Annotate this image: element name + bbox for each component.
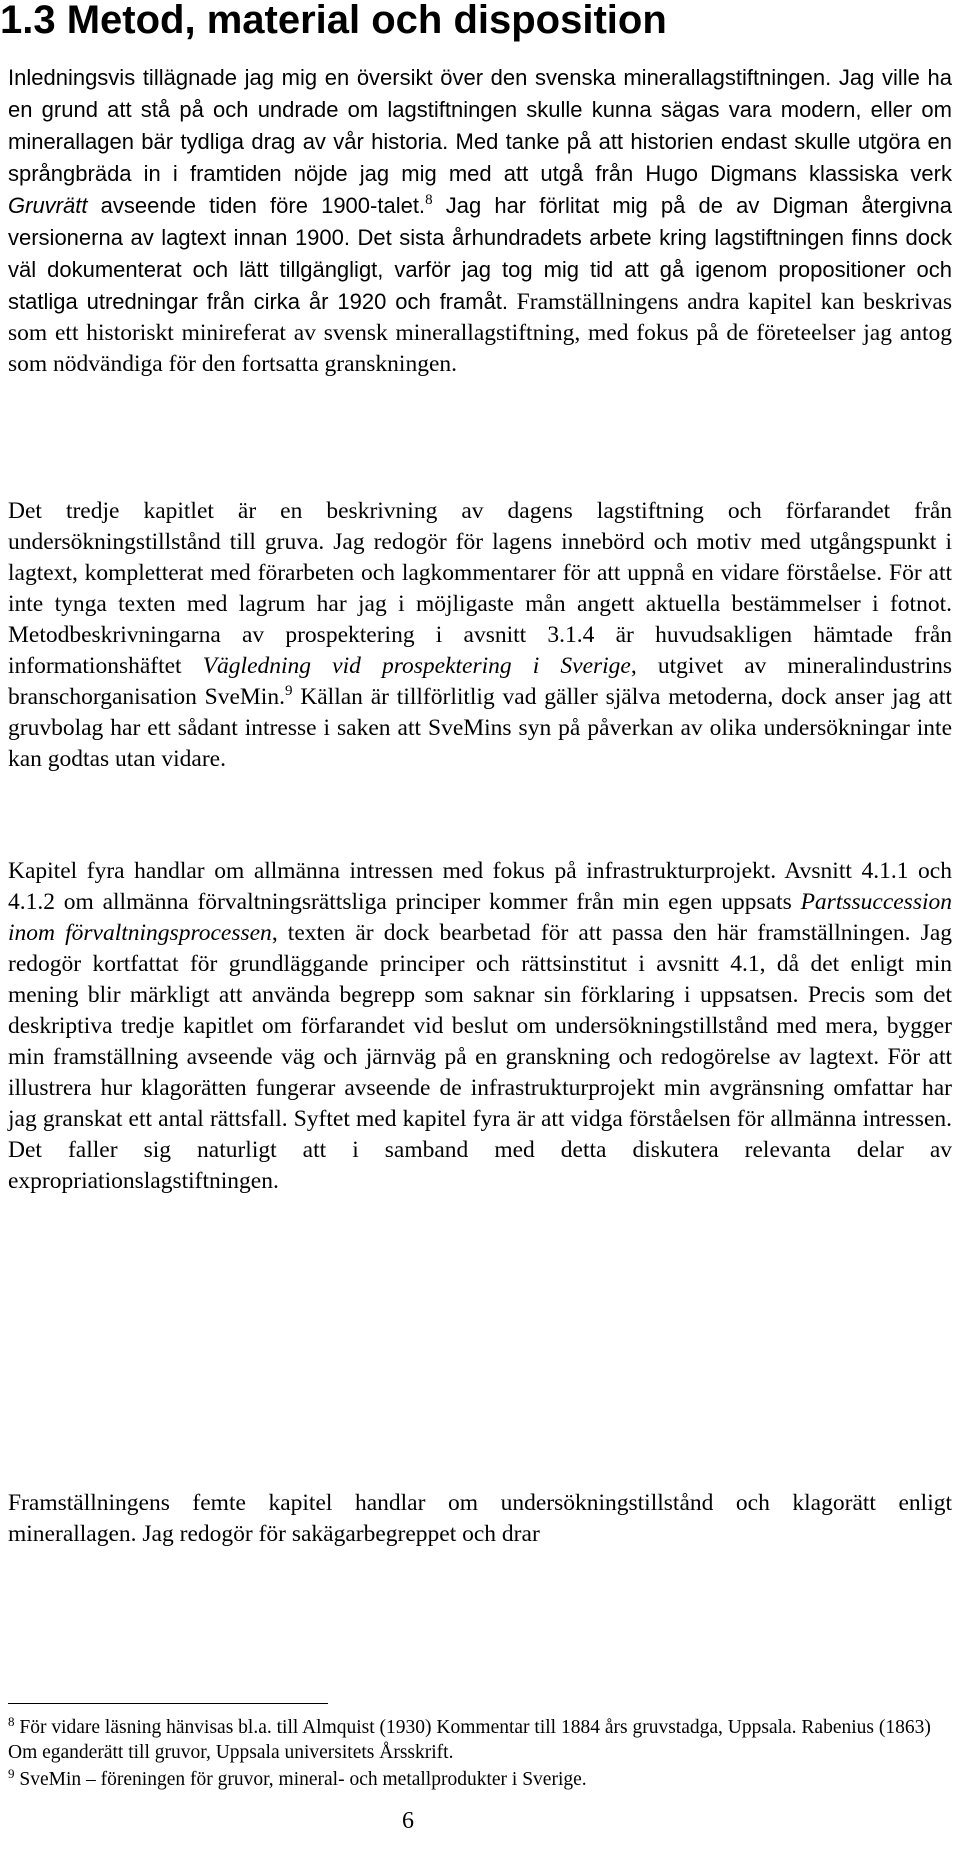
book-title-vagledning: Vägledning vid prospektering i Sverige	[202, 653, 631, 679]
book-title-gruvratt: Gruvrätt	[8, 193, 88, 218]
footnote-separator	[8, 1703, 328, 1704]
footnote-8-text: För vidare läsning hänvisas bl.a. till Almquist (1930) Kommentar till 1884 års gruvstadga, Uppsala. Rabenius (1863) Om eganderätt till gruvor, Uppsala universitets Årsskrift.	[8, 1717, 931, 1763]
footnote-8-number: 8	[8, 1714, 15, 1729]
paragraph-method	[8, 62, 952, 380]
paragraph-chapter-five-text-1: Framställningens femte kapitel handlar om undersökningstillstånd och klagorätt enligt minerallagen. Jag redogör för sakägarbegreppet och drar	[8, 1490, 952, 1547]
paragraph-chapter-three-text-1: Det tredje kapitlet är en beskrivning av dagens lagstiftning och förfarandet från undersökningstillstånd till gruva. Jag redogör för lagens innebörd och motiv med utgångspunkt i lagtext, kompletterat med förarbeten och lagkommentarer för att uppnå en vidare förståelse. För att inte tynga texten med lagrum har jag i möjligaste mån angett aktuella bestämmelser i fotnot. Metodbeskrivningarna av prospektering i avsnitt 3.1.4 är huvudsakligen hämtade från informationshäftet	[8, 498, 952, 679]
paragraph-chapter-three-text-3: Källan är tillförlitlig vad gäller själva metoderna, dock anser jag att gruvbolag har ett sådant intresse i saken att SveMins syn på påverkan av olika undersökningar inte kan godtas utan vidare.	[8, 684, 952, 772]
footnote-9-number: 9	[8, 1766, 15, 1781]
section-heading: 1.3 Metod, material och disposition	[0, 0, 667, 42]
footnote-ref-8[interactable]: 8	[425, 192, 433, 208]
paragraph-chapter-four	[8, 856, 952, 1197]
essay-title-partssuccession: Partssuccession inom förvaltningsprocessen	[8, 889, 952, 946]
page-number: 6	[402, 1808, 414, 1834]
paragraph-method-text-3: Jag har förlitat mig på de av Digman återgivna versionerna av lagtext innan 1900. Det sista århundradets arbete kring lagstiftningen finns dock väl dokumenterat och lätt tillgängligt, varför jag tog mig tid att gå igenom propositioner och statliga utredningar från cirka år 1920 och framåt.	[8, 193, 953, 314]
paragraph-method-text-1: Inledningsvis tillägnade jag mig en översikt över den svenska minerallagstiftningen. Jag ville ha en grund att stå på och undrade om lagstiftningen skulle kunna sägas vara modern, eller om minerallagen bär tydliga drag av vår historia. Med tanke på att historien endast skulle utgöra en språngbräda in i framtiden nöjde jag mig med att utgå från Hugo Digmans klassiska verk	[8, 65, 952, 186]
paragraph-chapter-five	[8, 1488, 952, 1550]
paragraph-method-text-4: Framställningens andra kapitel kan beskrivas som ett historiskt minireferat av svensk minerallagstiftning, med fokus på de företeelser jag antog som nödvändiga för den fortsatta granskningen.	[8, 289, 952, 377]
paragraph-chapter-three-text-2: , utgivet av mineralindustrins branschorganisation SveMin.	[8, 653, 952, 710]
footnote-9-text: SveMin – föreningen för gruvor, mineral- och metallprodukter i Sverige.	[14, 1769, 587, 1790]
footnote-8	[8, 1715, 952, 1765]
paragraph-chapter-three	[8, 496, 952, 775]
paragraph-method-text-2: avseende tiden före 1900-talet.	[87, 193, 426, 218]
footnote-9	[8, 1767, 952, 1792]
paragraph-chapter-four-text-2: , texten är dock bearbetad för att passa den här framställningen. Jag redogör kortfattat för grundläggande principer och rättsinstitut i avsnitt 4.1, då det enligt min mening blir märkligt att använda begrepp som saknar sin förklaring i uppsatsen. Precis som det deskriptiva tredje kapitlet om förfarandet vid beslut om undersökningstillstånd med mera, bygger min framställning avseende väg och järnväg på en granskning och redogörelse av lagtext. För att illustrera hur klagorätten fungerar avseende de infrastrukturprojekt min avgränsning omfattar har jag granskat ett antal rättsfall. Syftet med kapitel fyra är att vidga förståelsen för allmänna intressen. Det faller sig naturligt att i samband med detta diskutera relevanta delar av expropriationslagstiftningen.	[8, 920, 952, 1194]
paragraph-chapter-four-text-1: Kapitel fyra handlar om allmänna intressen med fokus på infrastrukturprojekt. Avsnitt 4.1.1 och 4.1.2 om allmänna förvaltningsrättsliga principer kommer från min egen uppsats	[8, 858, 952, 915]
footnote-ref-9[interactable]: 9	[284, 683, 293, 699]
